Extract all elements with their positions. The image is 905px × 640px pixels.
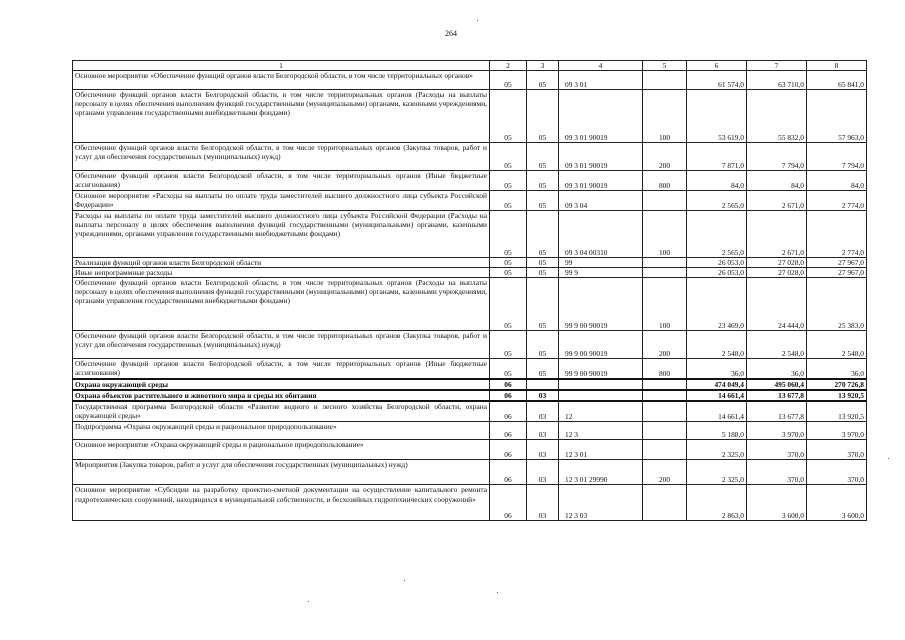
subsection-code-cell: 03 [527,422,559,440]
description-cell: Обеспечение функций органов власти Белгородской области, в том числе территориальных органов (Расходы на выплаты персоналу в целях обеспечения выполнения функций государственными (муниципальными) органами, казенными учреждениями, органами управления государственными внебюджетными фондами) [73,90,490,143]
table-row [73,171,867,191]
amount-col8-cell: 27 967,0 [807,258,867,268]
target-article-cell: 99 9 00 90019 [559,278,643,331]
amount-col7-cell: 2 548,0 [747,331,807,359]
description-cell: Реализация функций органов власти Белгородской области [73,258,490,268]
table-row [73,359,867,379]
section-code-cell: 05 [490,359,527,379]
amount-col6-cell: 2 565,0 [687,211,747,258]
expense-type-cell [643,71,687,90]
description-cell: Расходы на выплаты по оплате труда заместителей высшего должностного лица субъекта Российской Федерации (Расходы на выплаты персоналу в целях обеспечения выполнения функций государственными (муниципальными) органами, казенными учреждениями, органами управления государственными внебюджетными фондами) [73,211,490,258]
target-article-cell: 09 3 01 90019 [559,90,643,143]
header-cell: 5 [643,61,687,71]
target-article-cell: 09 3 01 90019 [559,171,643,191]
amount-col7-cell: 495 060,4 [747,379,807,390]
table-row [73,143,867,171]
scan-speck [888,458,889,459]
description-cell: Подпрограмма «Охрана окружающей среды и рациональное природопользование» [73,422,490,440]
expense-type-cell: 800 [643,359,687,379]
section-code-cell: 05 [490,331,527,359]
amount-col7-cell: 27 028,0 [747,268,807,278]
target-article-cell: 99 9 00 90019 [559,331,643,359]
table-row [73,331,867,359]
amount-col7-cell: 24 444,0 [747,278,807,331]
expense-type-cell [643,379,687,390]
subsection-code-cell: 05 [527,331,559,359]
amount-col6-cell: 2 325,0 [687,460,747,485]
description-cell: Обеспечение функций органов власти Белгородской области, в том числе территориальных органов (Закупка товаров, работ и услуг для обеспечения государственных (муниципальных) нужд) [73,143,490,171]
subsection-code-cell: 05 [527,143,559,171]
description-cell: Основное мероприятие «Расходы на выплаты по оплате труда заместителей высшего должностного лица субъекта Российской Федерации» [73,191,490,211]
amount-col8-cell: 2 774,0 [807,191,867,211]
table-row [73,268,867,278]
table-row [73,90,867,143]
amount-col6-cell: 2 548,0 [687,331,747,359]
amount-col8-cell: 270 726,8 [807,379,867,390]
description-cell: Охрана окружающей среды [73,379,490,390]
amount-col8-cell: 370,0 [807,440,867,460]
amount-col8-cell: 65 841,0 [807,71,867,90]
amount-col6-cell: 53 619,0 [687,90,747,143]
amount-col6-cell: 26 053,0 [687,258,747,268]
section-code-cell: 05 [490,211,527,258]
expense-type-cell [643,401,687,422]
target-article-cell: 12 3 01 [559,440,643,460]
amount-col7-cell: 63 710,0 [747,71,807,90]
expense-type-cell [643,390,687,401]
subsection-code-cell: 03 [527,390,559,401]
table-row [73,71,867,90]
table-row [73,278,867,331]
amount-col7-cell: 36,0 [747,359,807,379]
amount-col8-cell: 57 963,0 [807,90,867,143]
target-article-cell: 09 3 04 00310 [559,211,643,258]
expense-type-cell [643,440,687,460]
amount-col8-cell: 13 920,5 [807,401,867,422]
expense-type-cell [643,191,687,211]
amount-col8-cell: 13 920,5 [807,390,867,401]
expense-type-cell: 100 [643,278,687,331]
header-cell: 3 [527,61,559,71]
amount-col6-cell: 5 188,0 [687,422,747,440]
table-row [73,211,867,258]
expense-type-cell: 100 [643,90,687,143]
description-cell: Обеспечение функций органов власти Белгородской области, в том числе территориальных органов (Расходы на выплаты персоналу в целях обеспечения выполнения функций государственными (муниципальными) органами, казенными учреждениями, органами управления государственными внебюджетными фондами) [73,278,490,331]
description-cell: Обеспечение функций органов власти Белгородской области, в том числе территориальных органов (Иные бюджетные ассигнования) [73,171,490,191]
section-code-cell: 05 [490,71,527,90]
expense-type-cell: 200 [643,460,687,485]
expense-type-cell [643,268,687,278]
target-article-cell: 09 3 04 [559,191,643,211]
amount-col8-cell: 2 774,0 [807,211,867,258]
scan-speck [308,601,309,602]
description-cell: Основное мероприятие «Обеспечение функций органов власти Белгородской области, в том числе территориальных органов» [73,71,490,90]
amount-col6-cell: 2 565,0 [687,191,747,211]
amount-col6-cell: 474 049,4 [687,379,747,390]
amount-col7-cell: 3 970,0 [747,422,807,440]
amount-col7-cell: 7 794,0 [747,143,807,171]
amount-col8-cell: 7 794,0 [807,143,867,171]
target-article-cell: 12 3 01 29990 [559,460,643,485]
header-cell: 1 [73,61,490,71]
section-code-cell: 06 [490,422,527,440]
amount-col8-cell: 370,0 [807,460,867,485]
header-row [73,61,867,71]
amount-col6-cell: 61 574,0 [687,71,747,90]
amount-col7-cell: 27 028,0 [747,258,807,268]
expense-type-cell: 200 [643,143,687,171]
amount-col6-cell: 14 661,4 [687,401,747,422]
target-article-cell [559,379,643,390]
target-article-cell: 12 3 03 [559,485,643,521]
header-cell: 8 [807,61,867,71]
amount-col7-cell: 55 832,0 [747,90,807,143]
target-article-cell: 12 3 [559,422,643,440]
amount-col6-cell: 14 661,4 [687,390,747,401]
amount-col6-cell: 2 863,0 [687,485,747,521]
amount-col8-cell: 3 600,0 [807,485,867,521]
target-article-cell: 99 [559,258,643,268]
table-row [73,485,867,521]
amount-col7-cell: 370,0 [747,460,807,485]
target-article-cell: 12 [559,401,643,422]
description-cell: Обеспечение функций органов власти Белгородской области, в том числе территориальных органов (Закупка товаров, работ и услуг для обеспечения государственных (муниципальных) нужд) [73,331,490,359]
subsection-code-cell: 03 [527,485,559,521]
amount-col6-cell: 84,0 [687,171,747,191]
subsection-code-cell: 05 [527,171,559,191]
table-row [73,258,867,268]
description-cell: Основное мероприятие «Охрана окружающей среды и рациональное природопользование» [73,440,490,460]
amount-col8-cell: 27 967,0 [807,268,867,278]
table-row [73,401,867,422]
amount-col7-cell: 13 677,8 [747,390,807,401]
subsection-code-cell: 05 [527,191,559,211]
header-cell: 6 [687,61,747,71]
description-cell: Основное мероприятие «Субсидии на разработку проектно-сметной документации на осуществление капитального ремонта гидротехнических сооружений, находящихся в муниципальной собственности, и бесхозяйных гидротехнических сооружений» [73,485,490,521]
amount-col8-cell: 36,0 [807,359,867,379]
section-code-cell: 06 [490,440,527,460]
description-cell: Мероприятия (Закупка товаров, работ и услуг для обеспечения государственных (муниципальных) нужд) [73,460,490,485]
subsection-code-cell: 03 [527,460,559,485]
amount-col6-cell: 2 325,0 [687,440,747,460]
section-code-cell: 05 [490,268,527,278]
section-code-cell: 05 [490,258,527,268]
subsection-code-cell: 05 [527,211,559,258]
header-cell: 7 [747,61,807,71]
section-code-cell: 05 [490,191,527,211]
subsection-code-cell [527,379,559,390]
amount-col6-cell: 23 469,0 [687,278,747,331]
subsection-code-cell: 03 [527,401,559,422]
description-cell: Государственная программа Белгородской области «Развитие водного и лесного хозяйства Белгородской области, охрана окружающей среды» [73,401,490,422]
subsection-code-cell: 05 [527,359,559,379]
amount-col8-cell: 2 548,0 [807,331,867,359]
subsection-code-cell: 05 [527,278,559,331]
scan-speck [497,592,498,593]
section-code-cell: 06 [490,401,527,422]
section-code-cell: 05 [490,171,527,191]
subsection-code-cell: 05 [527,258,559,268]
expense-type-cell [643,258,687,268]
target-article-cell: 09 3 01 [559,71,643,90]
amount-col6-cell: 26 053,0 [687,268,747,278]
expense-type-cell: 100 [643,211,687,258]
table-row [73,460,867,485]
description-cell: Иные непрограммные расходы [73,268,490,278]
expense-type-cell: 200 [643,331,687,359]
amount-col6-cell: 7 871,0 [687,143,747,171]
amount-col8-cell: 84,0 [807,171,867,191]
amount-col7-cell: 3 600,0 [747,485,807,521]
table-row [73,422,867,440]
target-article-cell [559,390,643,401]
section-code-cell: 05 [490,278,527,331]
section-code-cell: 05 [490,90,527,143]
section-code-cell: 06 [490,460,527,485]
table-row [73,440,867,460]
table-row [73,390,867,401]
table-row [73,191,867,211]
expense-type-cell [643,485,687,521]
subsection-code-cell: 05 [527,71,559,90]
amount-col8-cell: 25 383,0 [807,278,867,331]
amount-col8-cell: 3 970,0 [807,422,867,440]
page-number: 264 [445,29,457,38]
target-article-cell: 99 9 [559,268,643,278]
amount-col7-cell: 2 671,0 [747,211,807,258]
expense-type-cell [643,422,687,440]
header-cell: 2 [490,61,527,71]
target-article-cell: 09 3 01 90019 [559,143,643,171]
table-row [73,379,867,390]
target-article-cell: 99 9 00 90019 [559,359,643,379]
description-cell: Охрана объектов растительного и животного мира и среды их обитания [73,390,490,401]
header-cell: 4 [559,61,643,71]
subsection-code-cell: 05 [527,90,559,143]
description-cell: Обеспечение функций органов власти Белгородской области, в том числе территориальных органов (Иные бюджетные ассигнования) [73,359,490,379]
amount-col7-cell: 370,0 [747,440,807,460]
section-code-cell: 06 [490,390,527,401]
subsection-code-cell: 05 [527,268,559,278]
section-code-cell: 06 [490,485,527,521]
subsection-code-cell: 03 [527,440,559,460]
amount-col7-cell: 84,0 [747,171,807,191]
amount-col7-cell: 2 671,0 [747,191,807,211]
budget-table [72,60,867,521]
section-code-cell: 06 [490,379,527,390]
section-code-cell: 05 [490,143,527,171]
amount-col6-cell: 36,0 [687,359,747,379]
amount-col7-cell: 13 677,8 [747,401,807,422]
scan-speck [477,20,478,21]
expense-type-cell: 800 [643,171,687,191]
scan-speck [404,580,405,581]
